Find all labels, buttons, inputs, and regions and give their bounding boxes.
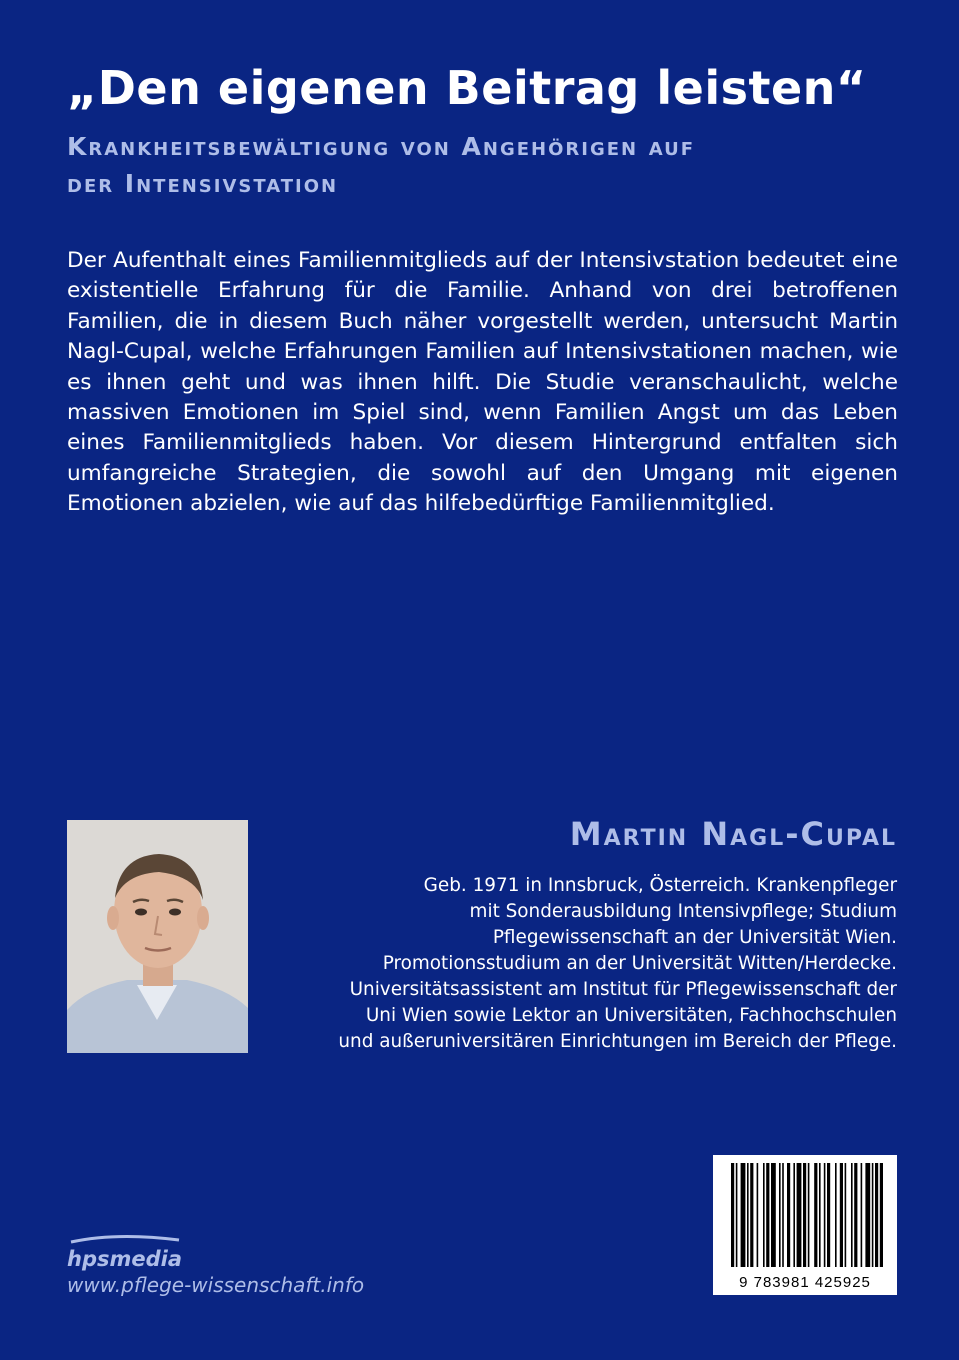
barcode-bar bbox=[793, 1163, 795, 1267]
author-name: Martin Nagl-Cupal bbox=[569, 815, 897, 853]
barcode-bar bbox=[814, 1163, 817, 1267]
isbn-digits: 9 783981 425925 bbox=[739, 1274, 871, 1291]
bio-line: mit Sonderausbildung Intensivpflege; Studium bbox=[469, 901, 897, 922]
subtitle-line-1: Krankheitsbewältigung von Angehörigen auf bbox=[67, 132, 696, 161]
barcode-bar bbox=[736, 1163, 738, 1267]
bio-line: und außeruniversitären Einrichtungen im Bereich der Pflege. bbox=[338, 1031, 897, 1052]
barcode-bar bbox=[854, 1163, 857, 1267]
barcode-bar bbox=[880, 1163, 883, 1267]
barcode-bar bbox=[741, 1163, 746, 1267]
book-subtitle bbox=[67, 128, 767, 202]
book-title: „Den eigenen Beitrag leisten“ bbox=[67, 61, 867, 115]
bio-line: Geb. 1971 in Innsbruck, Österreich. Krankenpfleger bbox=[423, 875, 897, 896]
bio-line: Uni Wien sowie Lektor an Universitäten, Fachhochschulen bbox=[365, 1005, 897, 1026]
barcode-bar bbox=[845, 1163, 847, 1267]
barcode-bar bbox=[803, 1163, 806, 1267]
barcode-bar bbox=[763, 1163, 765, 1267]
barcode-bar bbox=[782, 1163, 784, 1267]
barcode-bar bbox=[797, 1163, 802, 1267]
publisher-logo bbox=[67, 1232, 182, 1274]
author-photo bbox=[67, 820, 248, 1053]
barcode-bar bbox=[827, 1163, 830, 1267]
bio-line: Promotionsstudium an der Universität Witten/Herdecke. bbox=[382, 953, 897, 974]
book-blurb: Der Aufenthalt eines Familienmitglieds auf der Intensivstation bedeutet eine existentielle Erfahrung für die Familie. Anhand von drei betroffenen Familien, die in diesem Buch näher vorgestellt werden, untersucht Martin Nagl-Cupal, welche Erfahrungen Familien auf Intensivstationen machen, wie es ihnen geht und was ihnen hilft. Die Studie veranschaulicht, welche massiven Emotionen im Spiel sind, wenn Familien Angst um das Leben eines Familienmitglieds haben. Vor diesem Hintergrund entfalten sich umfangreiche Strategien, die sowohl auf den Umgang mit eigenen Emotionen abzielen, wie auf das hilfebedürftige Familienmitglied. bbox=[67, 248, 898, 517]
bio-line: Universitätsassistent am Institut für Pflegewissenschaft der bbox=[349, 979, 897, 1000]
barcode-bar bbox=[865, 1163, 870, 1267]
barcode-bar bbox=[851, 1163, 853, 1267]
isbn-barcode bbox=[713, 1155, 897, 1295]
publisher-logo-text: hpsmedia bbox=[67, 1247, 182, 1271]
subtitle-line-2: der Intensivstation bbox=[67, 169, 339, 198]
barcode-bar bbox=[875, 1163, 878, 1267]
barcode-bar bbox=[787, 1163, 790, 1267]
barcode-bar bbox=[750, 1163, 753, 1267]
barcode-bar bbox=[757, 1163, 759, 1267]
author-portrait-image bbox=[67, 820, 248, 1053]
barcode-bar bbox=[747, 1163, 749, 1267]
barcode-bar bbox=[771, 1163, 776, 1267]
barcode-bar bbox=[840, 1163, 843, 1267]
barcode-bar bbox=[766, 1163, 769, 1267]
barcode-bars bbox=[713, 1155, 897, 1275]
barcode-bar bbox=[835, 1163, 837, 1267]
barcode-bar bbox=[824, 1163, 826, 1267]
barcode-bar bbox=[861, 1163, 863, 1267]
barcode-bar bbox=[872, 1163, 874, 1267]
barcode-bar bbox=[731, 1163, 734, 1267]
barcode-bar bbox=[808, 1163, 810, 1267]
author-bio bbox=[257, 873, 897, 1055]
barcode-bar bbox=[779, 1163, 781, 1267]
publisher-url: www.pflege-wissenschaft.info bbox=[67, 1273, 365, 1297]
bio-line: Pflegewissenschaft an der Universität Wien. bbox=[492, 927, 897, 948]
barcode-bar bbox=[819, 1163, 821, 1267]
